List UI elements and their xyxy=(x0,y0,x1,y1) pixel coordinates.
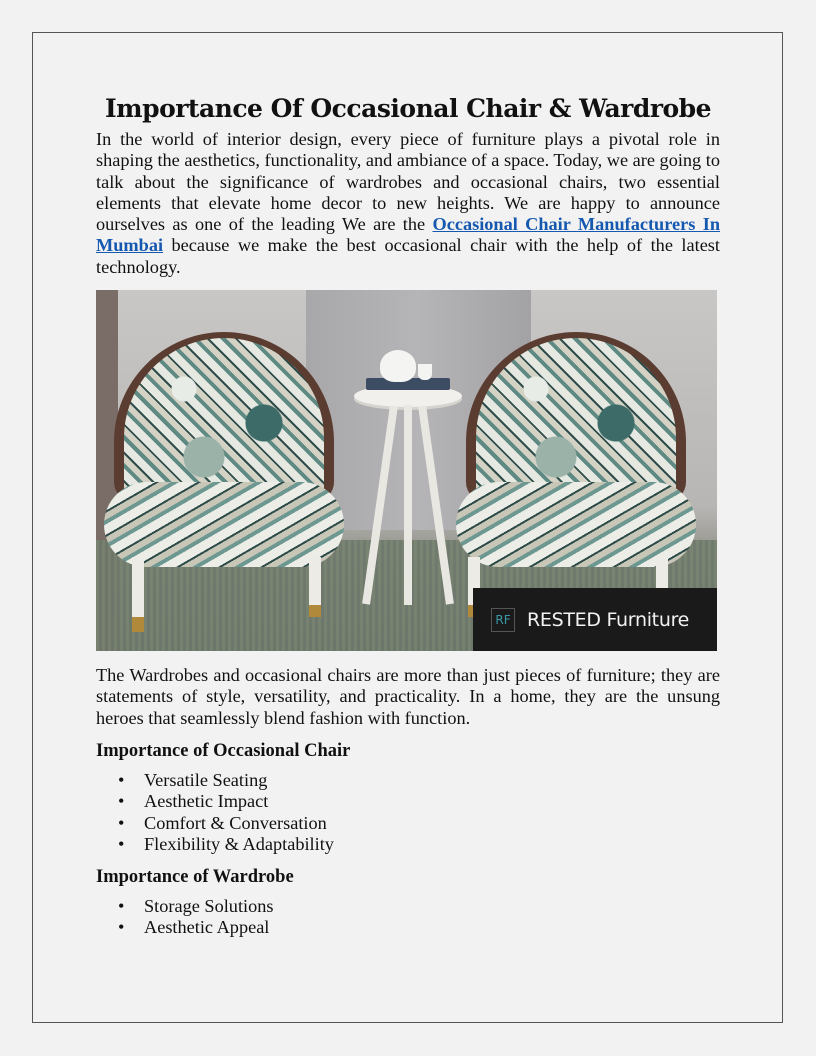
section-heading-chair: Importance of Occasional Chair xyxy=(96,740,351,761)
right-chair xyxy=(456,332,696,582)
teapot xyxy=(380,350,416,382)
list-item: • Versatile Seating xyxy=(96,770,720,791)
side-table xyxy=(354,385,462,615)
left-chair xyxy=(104,332,344,582)
list-item: • Aesthetic Impact xyxy=(96,791,720,812)
intro-text: In the world of interior design, every piece of furniture plays a pivotal role in shaping the aesthetics, functionality, and ambiance of a space. Today, we are going to talk about the significance of wardrobes and occasional chairs, two essential elements that elevate home decor to new heights. We are happy to announce ourselves as one of the leading We are the xyxy=(96,129,720,235)
list-item: • Flexibility & Adaptability xyxy=(96,834,720,855)
brand-name: RESTED Furniture xyxy=(527,608,690,631)
list-item: • Aesthetic Appeal xyxy=(96,917,720,938)
cup xyxy=(418,364,432,380)
list-item: • Comfort & Conversation xyxy=(96,813,720,834)
chairs-photo xyxy=(96,290,717,651)
section-heading-wardrobe: Importance of Wardrobe xyxy=(96,867,294,888)
chair-importance-list xyxy=(96,770,720,855)
wardrobe-importance-list xyxy=(96,896,720,939)
manufacturers-link[interactable]: Occasional Chair Manufacturers In Mumbai xyxy=(96,214,720,256)
brand-logo-icon: RF xyxy=(491,608,515,632)
intro-paragraph xyxy=(96,129,720,278)
list-item: • Storage Solutions xyxy=(96,896,720,917)
document-content xyxy=(96,94,720,939)
body-paragraph: The Wardrobes and occasional chairs are more than just pieces of furniture; they are statements of style, versatility, and practicality. In a home, they are the unsung heroes that seamlessly blend fashion with function. xyxy=(96,665,720,728)
intro-text-end: because we make the best occasional chair with the help of the latest technology. xyxy=(96,235,720,277)
page-title: Importance Of Occasional Chair & Wardrobe xyxy=(104,94,712,123)
brand-watermark xyxy=(473,588,717,651)
